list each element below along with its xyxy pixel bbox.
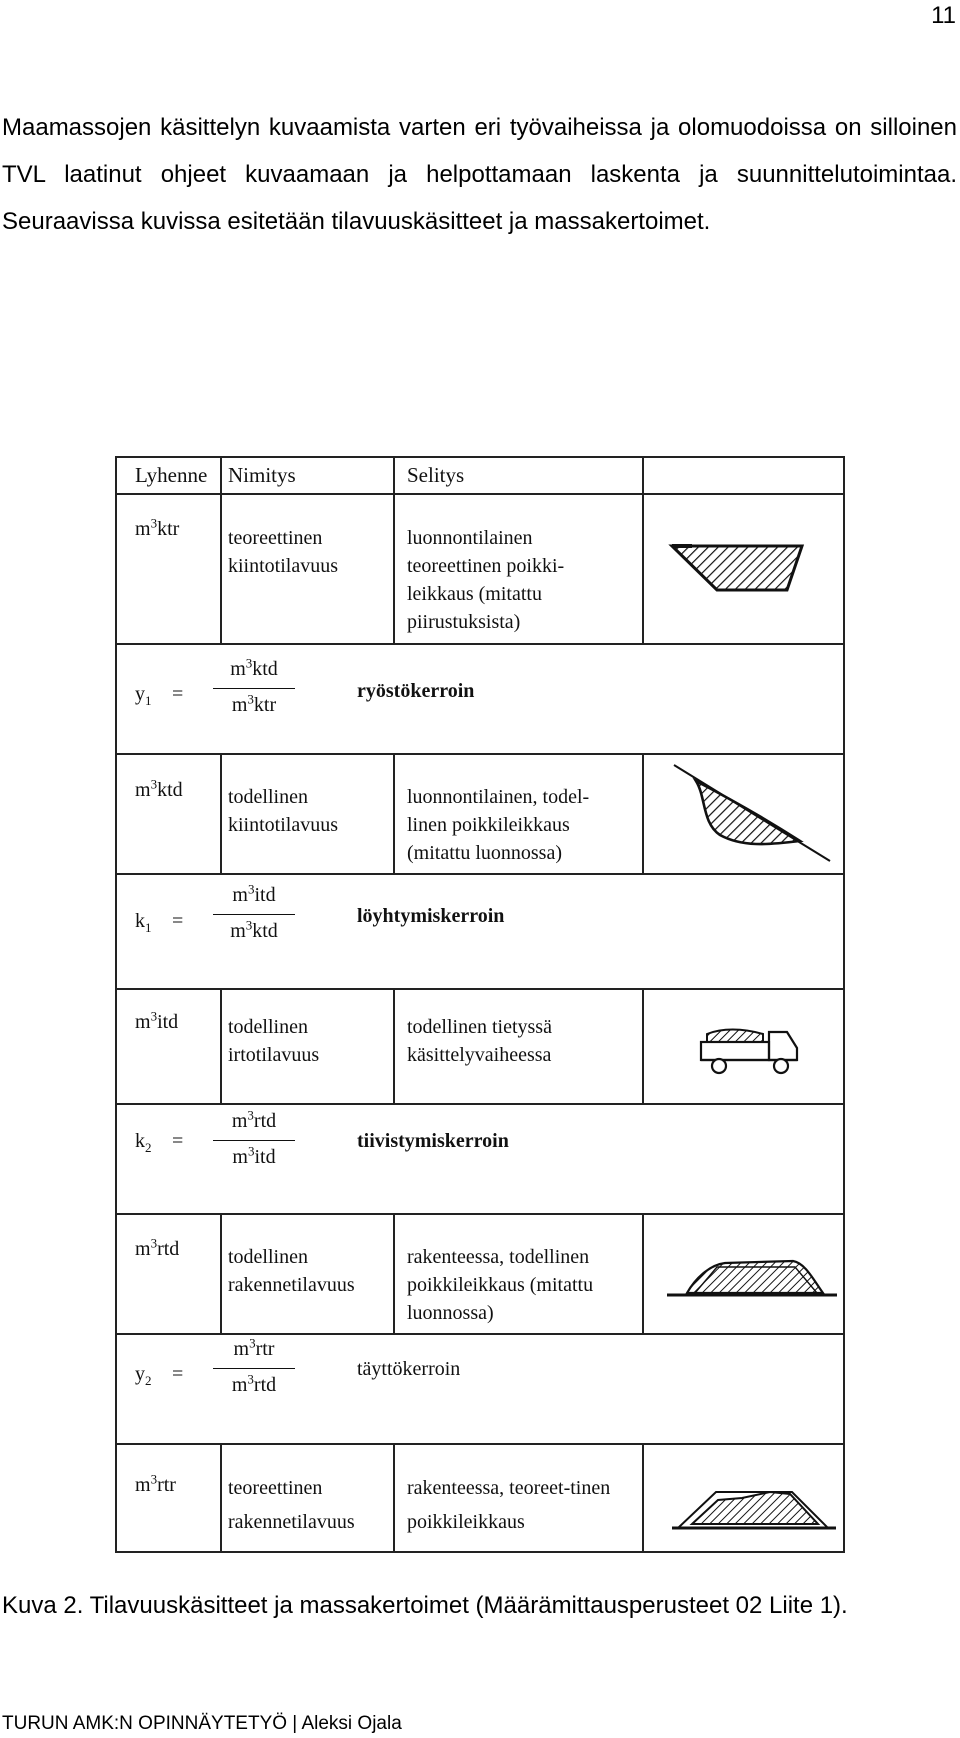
table-rule: [117, 753, 843, 755]
factor-y2-equals: =: [172, 1363, 184, 1385]
table-rule: [642, 1213, 644, 1333]
fraction-bar: [213, 1140, 295, 1141]
fraction-bar: [213, 688, 295, 689]
table-rule: [117, 1443, 843, 1445]
table-rule: [117, 1213, 843, 1215]
fraction-bar: [213, 1368, 295, 1369]
factor-y1-numerator: $m^3ktd$: [230, 655, 278, 680]
embankment-actual-icon: [665, 1253, 840, 1313]
table-rule: [220, 1443, 222, 1553]
name-itd: todellinen irtotilavuus: [228, 1016, 320, 1066]
name-rtr: teoreettinen rakennetilavuus: [228, 1477, 355, 1533]
table-rule: [220, 1213, 222, 1333]
table-rule: [117, 988, 843, 990]
factor-k2-numerator: $m^3rtd$: [231, 1107, 277, 1132]
description-rtr: rakenteessa, teoreet-tinen poikkileikkaus: [407, 1477, 611, 1533]
intro-paragraph: Maamassojen käsittelyn kuvaamista varten eri työvaiheissa ja olomuodoissa on silloinen TVL laatinut ohjeet kuvaamaan ja helpottamaan laskenta ja suunnittelutoimintaa. Seuraavissa kuvissa esitetään tilavuuskäsitteet ja massakertoimet.: [2, 114, 957, 235]
table-rule: [393, 753, 395, 873]
factor-y1-symbol: $y_1$: [135, 683, 152, 708]
abbr-ktd: $m^3ktd$: [135, 776, 183, 801]
table-rule: [393, 458, 395, 643]
abbr-itd: $m^3itd$: [135, 1008, 179, 1033]
factor-y1-denominator: $m^3ktr$: [231, 691, 277, 716]
table-rule: [117, 1333, 843, 1335]
factor-k1-denominator: $m^3ktd$: [230, 917, 278, 942]
table-rule: [642, 1443, 644, 1553]
factor-y1-equals: =: [172, 683, 184, 705]
volume-concepts-table: [115, 456, 845, 1553]
table-rule: [642, 753, 644, 873]
slope-section-icon: [672, 763, 837, 868]
abbr-ktr: $m^3ktr$: [135, 515, 180, 540]
factor-y1-label: ryöstökerroin: [357, 680, 475, 702]
factor-y2-numerator: $m^3rtr$: [233, 1335, 275, 1360]
header-description: Selitys: [407, 463, 465, 487]
figure-caption: Kuva 2. Tilavuuskäsitteet ja massakertoimet (Määrämittausperusteet 02 Liite 1).: [2, 1592, 848, 1619]
table-rule: [220, 753, 222, 873]
description-ktr: luonnontilainen teoreettinen poikki-leikkaus (mitattu piirustuksista): [407, 527, 565, 633]
factor-y2-label: täyttökerroin: [357, 1358, 461, 1380]
description-itd: todellinen tietyssä käsittelyvaiheessa: [407, 1016, 552, 1066]
description-rtd: rakenteessa, todellinen poikkileikkaus (mitattu luonnossa): [407, 1246, 594, 1324]
factor-k1-symbol: $k_1$: [135, 910, 152, 935]
factor-y2-symbol: $y_2$: [135, 1363, 152, 1388]
factor-k2-symbol: $k_2$: [135, 1130, 152, 1155]
page-footer: TURUN AMK:N OPINNÄYTETYÖ | Aleksi Ojala: [2, 1713, 402, 1734]
dump-truck-icon: [697, 1020, 807, 1080]
fraction-bar: [213, 914, 295, 915]
abbr-rtd: $m^3rtd$: [135, 1235, 180, 1260]
table-rule: [220, 988, 222, 1103]
table-rule: [393, 1213, 395, 1333]
table-rule: [393, 1443, 395, 1553]
factor-k2-label: tiivistymiskerroin: [357, 1130, 509, 1152]
factor-k2-equals: =: [172, 1130, 184, 1152]
header-abbreviation: Lyhenne: [135, 463, 208, 487]
factor-y2-denominator: $m^3rtd$: [231, 1371, 277, 1396]
table-rule: [117, 643, 843, 645]
name-rtd: todellinen rakennetilavuus: [228, 1246, 355, 1296]
table-rule: [117, 873, 843, 875]
description-ktd: luonnontilainen, todel-linen poikkileikkaus (mitattu luonnossa): [407, 786, 590, 864]
factor-k1-equals: =: [172, 910, 184, 932]
table-rule: [642, 988, 644, 1103]
table-rule: [220, 458, 222, 643]
abbr-rtr: $m^3rtr$: [135, 1471, 176, 1496]
page-number: 11: [931, 2, 956, 29]
factor-k2-denominator: $m^3itd$: [232, 1143, 276, 1168]
table-rule: [117, 493, 843, 495]
name-ktr: teoreettinen kiintotilavuus: [228, 527, 338, 577]
trapezoid-section-icon: [667, 538, 837, 608]
table-rule: [642, 458, 644, 643]
factor-k1-numerator: $m^3itd$: [232, 881, 276, 906]
factor-k1-label: löyhtymiskerroin: [357, 905, 505, 927]
header-name: Nimitys: [228, 463, 296, 487]
name-ktd: todellinen kiintotilavuus: [228, 786, 338, 836]
table-rule: [393, 988, 395, 1103]
embankment-theoretical-icon: [670, 1478, 840, 1538]
table-rule: [117, 1103, 843, 1105]
